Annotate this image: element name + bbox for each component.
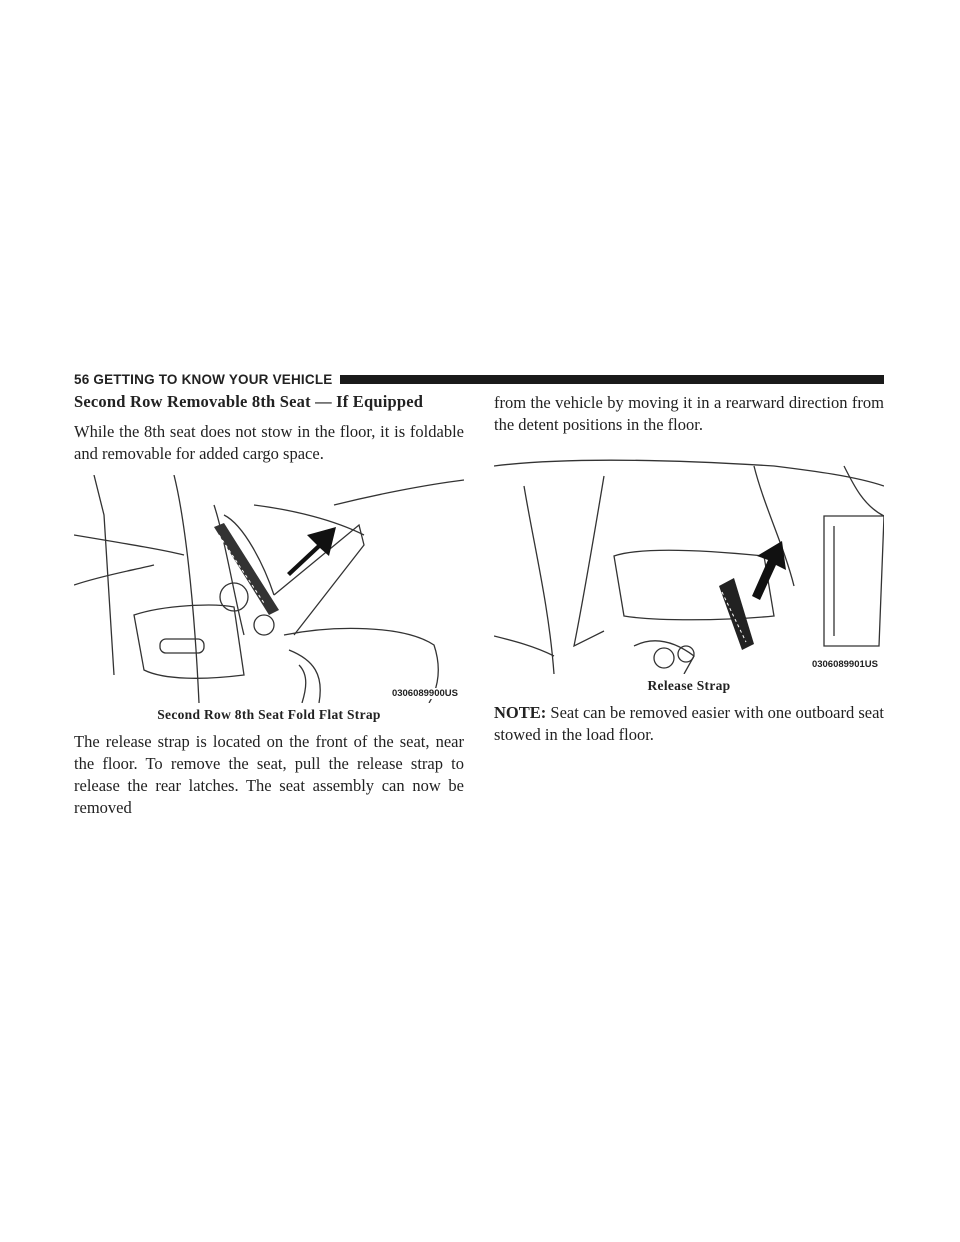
note-label: NOTE: [494,703,547,722]
page-header-label: 56 GETTING TO KNOW YOUR VEHICLE [74,371,333,387]
page-header [74,370,884,388]
release-strap-illustration [494,446,884,674]
figure-code: 0306089900US [391,688,458,699]
figure-code: 0306089901US [811,659,878,670]
body-paragraph: The release strap is located on the front of the seat, near the floor. To remove the seat, pull the release strap to release the rear latches. The seat assembly can now be removed [74,732,464,817]
right-column [494,392,884,746]
fold-flat-strap-drawing [74,475,464,703]
note-text: Seat can be removed easier with one outboard seat stowed in the load floor. [494,703,884,744]
continued-paragraph: from the vehicle by moving it in a rearward direction from the detent positions in the floor. [494,393,884,434]
release-strap-drawing [494,446,884,674]
figure-caption: Second Row 8th Seat Fold Flat Strap [157,707,381,722]
fold-flat-strap-illustration [74,475,464,703]
figure-caption: Release Strap [647,678,731,693]
intro-paragraph: While the 8th seat does not stow in the floor, it is foldable and removable for added cargo space. [74,422,464,463]
header-rule [340,375,884,384]
left-column [74,392,464,819]
section-heading: Second Row Removable 8th Seat — If Equipped [74,392,424,411]
note-paragraph [494,702,884,746]
